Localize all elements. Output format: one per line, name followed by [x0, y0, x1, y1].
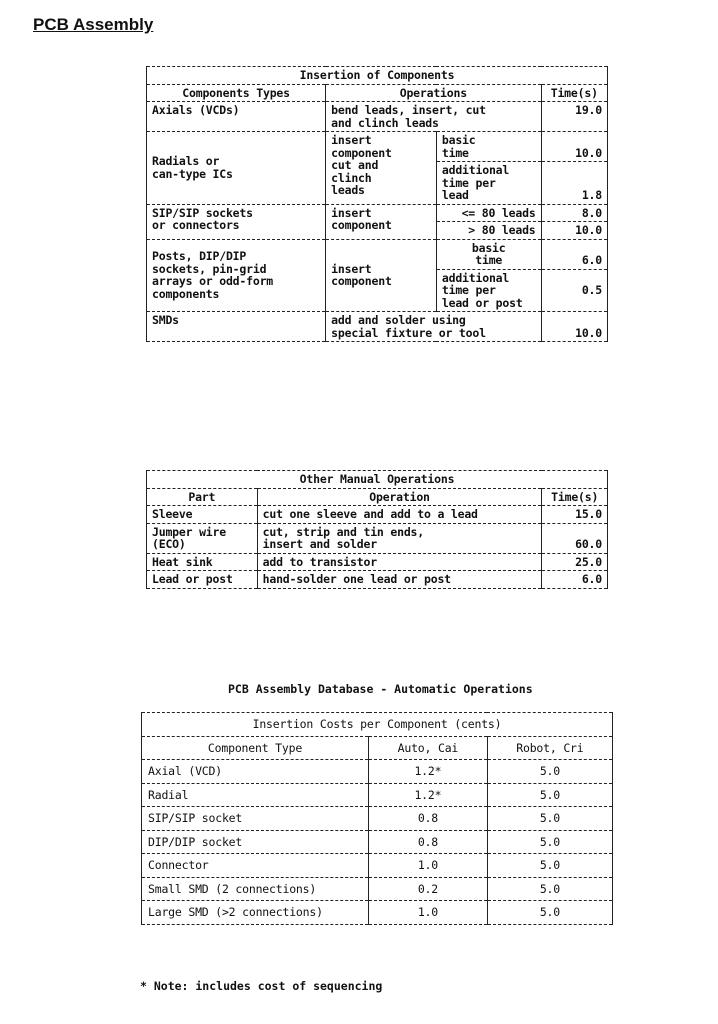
insertion-of-components-table [146, 66, 608, 342]
table-row [142, 830, 613, 854]
operation-cell: add to transistor [257, 553, 542, 571]
operation-detail-cell: basic time [436, 132, 541, 162]
operation-cell: add and solder using special fixture or tool [326, 312, 541, 342]
table-row [142, 854, 613, 878]
table-caption: PCB Assembly Database - Automatic Operations [228, 682, 533, 696]
table-row [147, 571, 608, 589]
component-type-cell: Large SMD (>2 connections) [142, 901, 369, 925]
operation-detail-cell: > 80 leads [436, 222, 541, 240]
table-row [147, 239, 608, 269]
column-header: Robot, Cri [487, 736, 612, 760]
robot-cost-cell: 5.0 [487, 854, 612, 878]
auto-cost-cell: 1.2* [369, 783, 488, 807]
auto-cost-cell: 0.8 [369, 807, 488, 831]
operation-cell: bend leads, insert, cut and clinch leads [326, 102, 541, 132]
operation-detail-cell: additional time per lead [436, 162, 541, 205]
page-title: PCB Assembly [33, 15, 154, 34]
component-type-cell: DIP/DIP socket [142, 830, 369, 854]
column-header: Operation [257, 488, 542, 506]
table-row [142, 877, 613, 901]
time-cell: 6.0 [542, 571, 608, 589]
operation-cell: hand-solder one lead or post [257, 571, 542, 589]
operation-cell: insert component [326, 239, 437, 312]
robot-cost-cell: 5.0 [487, 830, 612, 854]
time-cell: 0.5 [541, 269, 607, 312]
other-manual-operations-table [146, 470, 608, 589]
component-type-cell: Posts, DIP/DIP sockets, pin-grid arrays or odd-form components [147, 239, 326, 312]
robot-cost-cell: 5.0 [487, 807, 612, 831]
time-cell: 15.0 [542, 506, 608, 524]
robot-cost-cell: 5.0 [487, 783, 612, 807]
component-type-cell: SMDs [147, 312, 326, 342]
auto-cost-cell: 0.2 [369, 877, 488, 901]
part-cell: Lead or post [147, 571, 258, 589]
component-type-cell: Axials (VCDs) [147, 102, 326, 132]
table-row [142, 901, 613, 925]
time-cell: 6.0 [541, 239, 607, 269]
operation-cell: insert component cut and clinch leads [326, 132, 437, 205]
column-header: Auto, Cai [369, 736, 488, 760]
table-title: Insertion Costs per Component (cents) [142, 713, 613, 737]
column-header: Operations [326, 84, 541, 102]
component-type-cell: Radials or can-type ICs [147, 132, 326, 205]
time-cell: 19.0 [541, 102, 607, 132]
column-header: Component Type [142, 736, 369, 760]
table-row [142, 783, 613, 807]
table-row [142, 760, 613, 784]
component-type-cell: SIP/SIP sockets or connectors [147, 204, 326, 239]
operation-detail-cell: <= 80 leads [436, 204, 541, 222]
footnote: * Note: includes cost of sequencing [140, 979, 383, 993]
time-cell: 8.0 [541, 204, 607, 222]
part-cell: Heat sink [147, 553, 258, 571]
part-cell: Sleeve [147, 506, 258, 524]
table-title: Other Manual Operations [147, 471, 608, 489]
column-header: Part [147, 488, 258, 506]
time-cell: 10.0 [541, 222, 607, 240]
operation-detail-cell: additional time per lead or post [436, 269, 541, 312]
column-header: Time(s) [541, 84, 607, 102]
column-header: Time(s) [542, 488, 608, 506]
time-cell: 10.0 [541, 132, 607, 162]
operation-detail-cell: basic time [436, 239, 541, 269]
auto-cost-cell: 1.2* [369, 760, 488, 784]
time-cell: 25.0 [542, 553, 608, 571]
table-row [147, 523, 608, 553]
column-header: Components Types [147, 84, 326, 102]
robot-cost-cell: 5.0 [487, 760, 612, 784]
auto-cost-cell: 0.8 [369, 830, 488, 854]
insertion-costs-table [141, 712, 613, 925]
table-row [147, 312, 608, 342]
table-row [147, 132, 608, 162]
component-type-cell: Axial (VCD) [142, 760, 369, 784]
table-row [142, 807, 613, 831]
component-type-cell: Small SMD (2 connections) [142, 877, 369, 901]
robot-cost-cell: 5.0 [487, 901, 612, 925]
time-cell: 60.0 [542, 523, 608, 553]
operation-cell: cut one sleeve and add to a lead [257, 506, 542, 524]
component-type-cell: Radial [142, 783, 369, 807]
operation-cell: cut, strip and tin ends, insert and solder [257, 523, 542, 553]
table-row [147, 553, 608, 571]
auto-cost-cell: 1.0 [369, 901, 488, 925]
part-cell: Jumper wire (ECO) [147, 523, 258, 553]
time-cell: 10.0 [541, 312, 607, 342]
operation-cell: insert component [326, 204, 437, 239]
component-type-cell: SIP/SIP socket [142, 807, 369, 831]
table-title: Insertion of Components [147, 67, 608, 85]
time-cell: 1.8 [541, 162, 607, 205]
table-row [147, 204, 608, 222]
auto-cost-cell: 1.0 [369, 854, 488, 878]
robot-cost-cell: 5.0 [487, 877, 612, 901]
table-row [147, 102, 608, 132]
component-type-cell: Connector [142, 854, 369, 878]
table-row [147, 506, 608, 524]
